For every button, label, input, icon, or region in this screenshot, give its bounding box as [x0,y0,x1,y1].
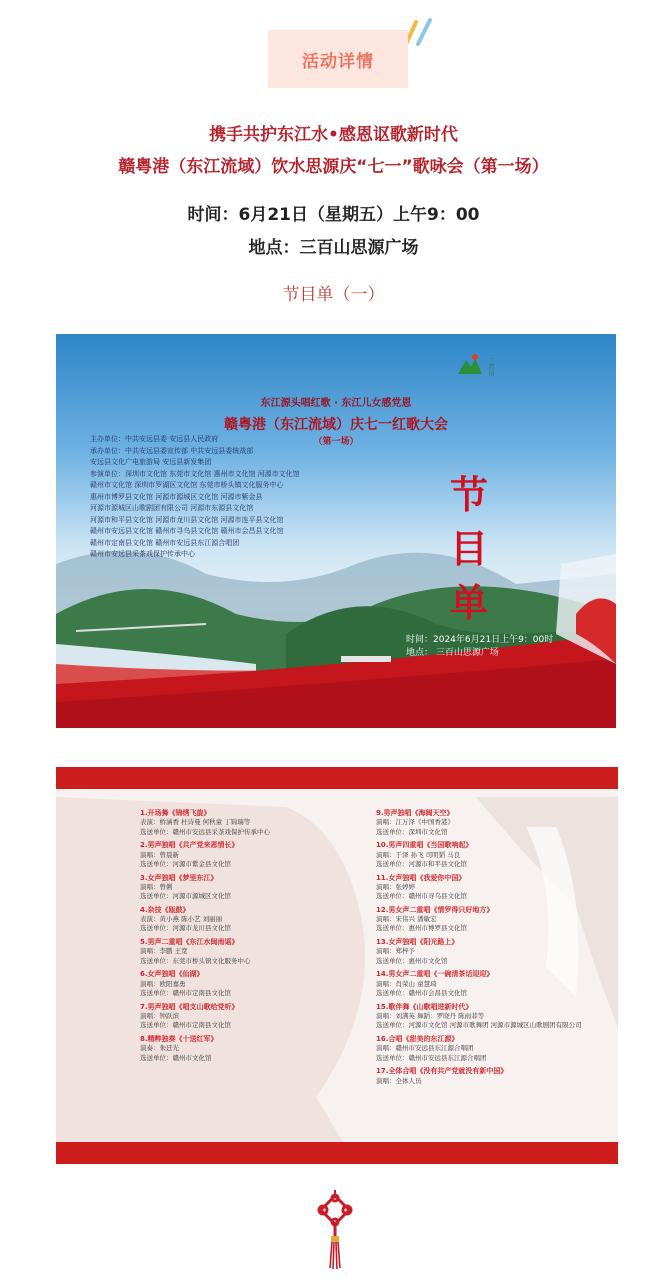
program-item-performer: 表演：桥涵香 杜诗曼 何秋童 丁锦瑞等 [140,818,251,827]
program-item-title: 6.女声独唱《仙湖》 [140,970,204,979]
program-item-title: 4.杂技《瓯鼓》 [140,905,190,914]
program-item-performer: 演奏：朱廷光 [140,1044,179,1053]
program-item [376,1067,616,1086]
poster-credits [90,434,300,561]
program-item [376,809,616,837]
credit-line: 安远县文化广电旅游局 安远县新发集团 [90,458,212,466]
program-item-title: 15.歌伴舞《山歌唱进新时代》 [376,1002,473,1011]
credit-line: 主办单位：中共安远县委 安远县人民政府 [90,435,219,443]
event-time: 时间：6月21日（星期五）上午9：00 [187,205,480,225]
program-left-column [140,809,370,1067]
poster-time-place [406,634,553,660]
program-item-title: 1.开场舞《锦绣飞旋》 [140,809,211,817]
mountain-logo-icon [456,352,484,378]
poster-big-char-3: 单 [450,580,489,625]
program-item-title: 17.全体合唱《没有共产党就没有新中国》 [376,1067,508,1076]
program-item-title: 7.男声独唱《唱支山歌给党听》 [140,1002,239,1011]
program-item-unit: 选送单位：赣州市寻乌县文化馆 [376,892,467,901]
bottom-red-band [56,1142,618,1164]
program-item-unit: 选送单位：赣州市文化馆 [140,1053,212,1062]
program-item-performer: 演唱：李鹏 王宽 [140,947,188,956]
poster-place: 地点： 三百山思源广场 [406,648,499,658]
program-item-unit: 选送单位：河源市文化馆 河源市歌舞团 河源市源城区山歌剧团有限公司 [376,1021,582,1030]
credit-line: 赣州市安远县文化馆 赣州市寻乌县文化馆 赣州市会昌县文化馆 [90,527,284,535]
chinese-knot-icon [312,1190,358,1270]
program-item [140,841,370,869]
program-item-title: 2.男声独唱《共产党来恩情长》 [140,841,239,850]
program-item-unit: 选送单位：赣州市安远县东江源合唱团 [376,1053,487,1062]
program-item-unit: 选送单位：赣州市定南县文化馆 [140,989,231,997]
program-item-title: 13.女声独唱《阳光路上》 [376,938,459,947]
program-item-title: 14.男女声二重唱《一碗清茶话迎迎》 [376,970,494,979]
program-item [140,1003,370,1031]
program-item-performer: 表演：黄小燕 陈小艺 刘丽丽 [140,915,223,924]
program-item-title: 9.男声独唱《海阔天空》 [376,809,454,817]
program-item-performer: 演唱：全体人员 [376,1076,422,1085]
program-item-performer: 演唱：肖荣山 童慧琦 [376,979,437,988]
program-item [376,970,616,998]
credit-line: 参演单位：深圳市文化馆 东莞市文化馆 惠州市文化馆 河源市文化馆 [90,469,300,478]
event-title-line-2: 赣粤港（东江流域）饮水思源庆“七一”歌咏会（第一场） [118,157,549,177]
credit-line: 承办单位：中共安远县委宣传部 中共安远县委统战部 [90,446,254,455]
program-item [140,938,370,966]
program-item-unit: 选送单位：赣州市会昌县文化馆 [376,989,467,997]
program-item [140,1035,370,1063]
program-item-unit: 选送单位：河源市龙川县文化馆 [140,924,231,933]
program-item [140,874,370,902]
program-item-performer: 演唱：钟跃滨 [140,1011,179,1020]
program-item-performer: 演唱：宋伟兴 潘敏宏 [376,915,437,924]
program-item [376,1035,616,1063]
program-item [140,809,370,837]
program-item-title: 10.男声四重唱《当国歌响起》 [376,841,473,850]
program-item-title: 8.精粹独奏《十送红军》 [140,1034,218,1043]
program-item-unit: 选送单位：东莞市桥头镇文化服务中心 [140,956,251,965]
logo-text: 三百山 [487,358,494,376]
program-item-unit: 选送单位：深圳市文化馆 [376,827,448,836]
program-item [140,906,370,934]
program-item-performer: 演唱：张婷婷 [376,882,415,891]
program-item-unit: 选送单位：河源市和平县文化馆 [376,859,467,868]
credit-line: 赣州市安远县采茶戏保护传承中心 [90,550,195,558]
program-list-image [56,767,618,1164]
poster-time: 时间：2024年6月21日上午9：00时 [406,635,554,645]
event-title-line-1: 携手共护东江水•感恩讴歌新时代 [209,125,458,145]
program-item-performer: 演唱：曾晨新 [140,850,179,859]
program-item-unit: 选送单位：赣州市安远县采茶戏保护传承中心 [140,827,270,836]
credit-line: 惠州市博罗县文化馆 河源市源城区文化馆 河源市紫金县 [90,492,263,501]
credit-line: 河源市源城区山歌剧团有限公司 河源市东源县文化馆 [90,504,254,512]
program-item-performer: 演唱：刘满英 舞蹈：罗晓丹 陈雨菲等 [376,1011,485,1020]
program-item-performer: 演唱：赣州市安远县东江源合唱团 [376,1044,474,1053]
top-red-band [56,767,618,789]
program-item-title: 11.女声独唱《我爱你中国》 [376,873,466,882]
program-heading: 节目单（一） [282,285,385,305]
program-item-performer: 演唱：欧阳嘉勇 [140,979,186,988]
program-item-unit: 选送单位：河源市紫金县文化馆 [140,859,231,868]
event-place: 地点：三百山思源广场 [248,238,419,258]
poster-session: （第一场） [313,437,359,447]
program-item-performer: 演唱：江万泽《中国香港》 [376,818,454,827]
poster-title: 赣粤港（东江流域）庆七一红歌大会 [224,417,448,433]
program-item [140,970,370,998]
program-item-title: 5.男声二重唱《东江水闽南谣》 [140,938,239,947]
section-badge-label: 活动详情 [302,52,374,72]
program-right-column [376,809,616,1090]
program-item-performer: 演唱：于泽 孙飞 司明韬 马良 [376,850,461,859]
program-item-performer: 演唱：曾俐 [140,882,173,891]
program-item-title: 12.男女声二重唱《情罗得只好地方》 [376,905,494,914]
program-item-unit: 选送单位：赣州市定南县文化馆 [140,1021,231,1030]
program-item [376,906,616,934]
program-cover-image [56,334,616,728]
program-item-unit: 选送单位：惠州市文化馆 [376,956,448,965]
poster-big-char-2: 目 [450,526,489,571]
section-badge [268,30,408,88]
program-item-unit: 选送单位：惠州市博罗县文化馆 [376,924,467,933]
credit-line: 河源市和平县文化馆 河源市龙川县文化馆 河源市连平县文化馆 [90,515,284,524]
program-item [376,874,616,902]
program-item-title: 3.女声独唱《梦里东江》 [140,873,218,882]
program-item-title: 16.合唱《甜美的东江源》 [376,1034,459,1043]
program-item [376,841,616,869]
program-item [376,938,616,966]
program-item [376,1003,616,1031]
credit-line: 赣州市文化馆 深圳市罗湖区文化馆 东莞市桥头镇文化服务中心 [90,481,284,489]
program-item-performer: 演唱：郑梓予 [376,947,415,956]
credit-line: 赣州市定南县文化馆 赣州市安远县东江源合唱团 [90,538,240,547]
poster-slogan: 东江源头唱红歌 · 东江儿女感党恩 [260,398,412,409]
poster-big-char-1: 节 [450,472,489,517]
program-item-unit: 选送单位：河源市源城区文化馆 [140,892,231,901]
